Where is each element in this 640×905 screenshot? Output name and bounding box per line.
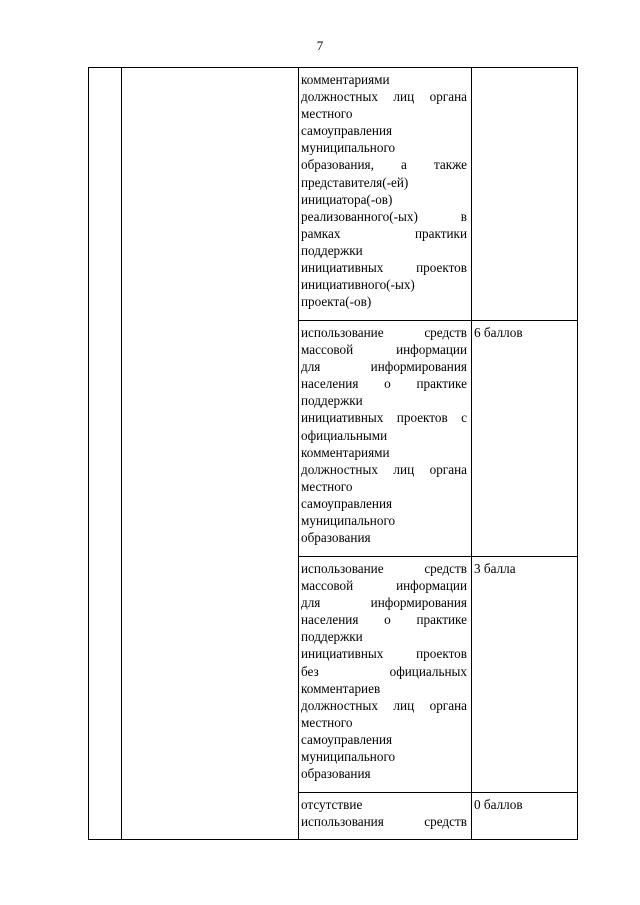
criterion-line: инициативного(-ых) (301, 277, 415, 293)
criterion-line: инициатора(-ов) (301, 191, 393, 207)
criterion-line: рамках практики (301, 225, 467, 241)
criterion-line: местного (301, 106, 353, 122)
score-cell: 3 балла (472, 557, 578, 793)
criterion-line: официальными (301, 427, 388, 443)
criterion-line: образования, а также (301, 157, 467, 173)
criterion-line: использования средств (301, 814, 467, 830)
criterion-line: должностных лиц органа (301, 461, 467, 477)
criterion-line: инициативных проектов (301, 646, 467, 662)
criterion-line: представителя(-ей) (301, 174, 409, 190)
criterion-line: отсутствие (301, 797, 363, 812)
criterion-line: массовой информации (301, 578, 467, 594)
criterion-line: инициативных проектов (301, 260, 467, 276)
criterion-cell (299, 557, 472, 793)
number-cell (89, 68, 122, 840)
page-number: 7 (316, 38, 324, 53)
criterion-line: должностных лиц органа (301, 697, 467, 713)
criterion-line: самоуправления (301, 495, 393, 511)
criterion-line: образования (301, 530, 371, 546)
score-cell (472, 68, 578, 321)
criteria-table (88, 67, 578, 840)
criterion-line: местного (301, 714, 353, 730)
criterion-line: массовой информации (301, 342, 467, 358)
score-cell: 0 баллов (472, 793, 578, 840)
criterion-line: комментариями (301, 72, 390, 87)
criterion-line: населения о практике (301, 376, 467, 392)
criterion-line: без официальных (301, 663, 467, 679)
criterion-line: поддержки (301, 629, 363, 645)
criterion-line: комментариями (301, 444, 390, 460)
criterion-line: реализованного(-ых) в (301, 208, 467, 224)
criterion-cell (299, 68, 472, 321)
criterion-line: для информирования (301, 595, 467, 611)
criterion-line: населения о практике (301, 612, 467, 628)
criterion-line: самоуправления (301, 123, 393, 139)
criterion-cell (299, 793, 472, 840)
criterion-line: самоуправления (301, 731, 393, 747)
criterion-line: должностных лиц органа (301, 89, 467, 105)
criterion-line: проекта(-ов) (301, 294, 372, 310)
criterion-line: комментариев (301, 680, 381, 696)
criterion-line: муниципального (301, 749, 396, 765)
criterion-line: поддержки (301, 393, 363, 409)
criterion-line: использование средств (301, 561, 467, 576)
table-row (89, 68, 578, 321)
indicator-cell (122, 68, 299, 840)
criterion-line: муниципального (301, 140, 396, 156)
score-cell: 6 баллов (472, 321, 578, 557)
criterion-line: муниципального (301, 513, 396, 529)
criterion-line: использование средств (301, 325, 467, 340)
criterion-line: образования (301, 766, 371, 782)
criterion-line: местного (301, 478, 353, 494)
criterion-line: поддержки (301, 242, 363, 258)
criterion-line: для информирования (301, 359, 467, 375)
criterion-line: инициативных проектов с (301, 410, 467, 426)
criterion-cell (299, 321, 472, 557)
